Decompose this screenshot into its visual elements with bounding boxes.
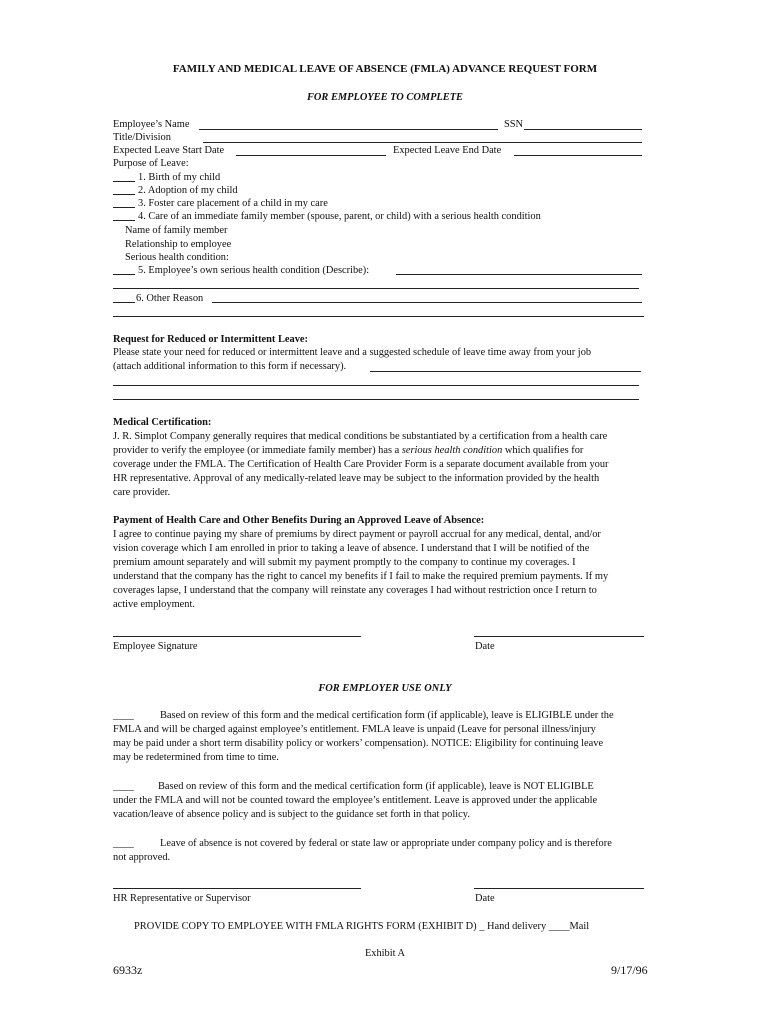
purpose-item-5: 5. Employee’s own serious health condition (Describe):: [138, 265, 370, 276]
hr-date-label: Date: [475, 893, 495, 904]
medical-text-2a: provider to verify the employee (or immediate family member) has a: [113, 445, 400, 456]
eligible-text-4: may be redetermined from time to time.: [113, 752, 279, 763]
payment-text-5: coverages lapse, I understand that the company will reinstate any coverages I had without restriction once I return to: [113, 585, 597, 596]
employee-date-label: Date: [475, 641, 495, 652]
serious-condition-label: Serious health condition:: [125, 252, 229, 263]
purpose-label: Purpose of Leave:: [113, 158, 189, 169]
payment-text-6: active employment.: [113, 599, 195, 610]
purpose-item-4: 4. Care of an immediate family member (spouse, parent, or child) with a serious health condition: [138, 211, 541, 222]
form-title: FAMILY AND MEDICAL LEAVE OF ABSENCE (FMLA) ADVANCE REQUEST FORM: [172, 63, 598, 75]
medical-text-2: [113, 444, 583, 457]
eligible-text-2: FMLA and will be charged against employee’s entitlement. FMLA leave is unpaid (Leave for personal illness/injury: [113, 724, 596, 735]
eligible-blank[interactable]: ____: [113, 710, 134, 721]
medical-text-4: HR representative. Approval of any medically-related leave may be subject to the information provided by the health: [113, 473, 600, 484]
not-eligible-blank[interactable]: ____: [113, 781, 134, 792]
start-date-field[interactable]: [236, 155, 386, 156]
family-member-name-label: Name of family member: [125, 225, 228, 236]
own-condition-field-2[interactable]: [113, 288, 639, 289]
purpose-item-3: 3. Foster care placement of a child in my care: [138, 198, 328, 209]
eligible-text-1: Based on review of this form and the medical certification form (if applicable), leave is ELIGIBLE under the: [160, 710, 614, 721]
reduced-leave-text-1: Please state your need for reduced or intermittent leave and a suggested schedule of leave time away from your job: [113, 347, 592, 358]
purpose-2-blank[interactable]: [113, 194, 135, 195]
not-covered-text-1: Leave of absence is not covered by federal or state law or appropriate under company policy and is therefore: [160, 838, 612, 849]
not-eligible-text-1: Based on review of this form and the medical certification form (if applicable), leave is NOT ELIGIBLE: [158, 781, 594, 792]
medical-text-2c: which qualifies for: [504, 445, 584, 456]
own-condition-field[interactable]: [396, 274, 642, 275]
medical-text-1: J. R. Simplot Company generally requires that medical conditions be substantiated by a certification from a health care: [113, 431, 608, 442]
payment-text-3: premium amount separately and will submit my payment promptly to the company to continue my coverages. I: [113, 557, 576, 568]
payment-text-4: understand that the company has the right to cancel my benefits if I fail to make the required premium payments. If my: [113, 571, 609, 582]
purpose-6-blank[interactable]: [113, 302, 135, 303]
other-reason-field-2[interactable]: [113, 316, 644, 317]
not-covered-blank[interactable]: ____: [113, 838, 134, 849]
purpose-item-2: 2. Adoption of my child: [138, 185, 238, 196]
purpose-5-blank[interactable]: [113, 274, 135, 275]
employee-signature-field[interactable]: [113, 636, 361, 637]
payment-text-1: I agree to continue paying my share of premiums by direct payment or payroll accrual for any medical, dental, and/or: [113, 529, 601, 540]
other-reason-field[interactable]: [212, 302, 642, 303]
employee-section-heading: FOR EMPLOYEE TO COMPLETE: [307, 92, 463, 103]
form-number: 6933z: [113, 963, 143, 977]
form-date: 9/17/96: [611, 963, 648, 977]
ssn-label: SSN: [504, 119, 524, 130]
reduced-leave-text-2: (attach additional information to this form if necessary).: [113, 361, 347, 372]
purpose-1-blank[interactable]: [113, 181, 135, 182]
medical-text-3: coverage under the FMLA. The Certification of Health Care Provider Form is a separate document available from your: [113, 459, 609, 470]
relationship-label: Relationship to employee: [125, 239, 232, 250]
provide-copy-instruction: PROVIDE COPY TO EMPLOYEE WITH FMLA RIGHTS FORM (EXHIBIT D) _ Hand delivery ____Mail: [134, 921, 590, 932]
reduced-leave-field-2[interactable]: [113, 385, 639, 386]
hr-signature-label: HR Representative or Supervisor: [113, 893, 251, 904]
ssn-field[interactable]: [524, 129, 642, 130]
employee-name-field[interactable]: [199, 129, 498, 130]
medical-certification-heading: Medical Certification:: [113, 417, 212, 428]
end-date-field[interactable]: [514, 155, 642, 156]
purpose-3-blank[interactable]: [113, 207, 135, 208]
purpose-4-blank[interactable]: [113, 220, 135, 221]
employee-name-label: Employee’s Name: [113, 119, 190, 130]
reduced-leave-field-3[interactable]: [113, 399, 639, 400]
end-date-label: Expected Leave End Date: [393, 145, 502, 156]
employer-section-heading: FOR EMPLOYER USE ONLY: [318, 683, 452, 694]
eligible-text-3: may be paid under a short term disability policy or workers’ compensation). NOTICE: Eligibility for continuing leave: [113, 738, 604, 749]
not-covered-text-2: not approved.: [113, 852, 171, 863]
exhibit-label: Exhibit A: [364, 948, 406, 959]
payment-heading: Payment of Health Care and Other Benefits During an Approved Leave of Absence:: [113, 515, 485, 526]
medical-text-5: care provider.: [113, 487, 171, 498]
title-division-field[interactable]: [203, 142, 642, 143]
employee-signature-label: Employee Signature: [113, 641, 198, 652]
not-eligible-text-3: vacation/leave of absence policy and is subject to the guidance set forth in that policy.: [113, 809, 470, 820]
hr-signature-field[interactable]: [113, 888, 361, 889]
payment-text-2: vision coverage which I am enrolled in prior to taking a leave of absence. I understand that I will be notified of the: [113, 543, 590, 554]
title-division-label: Title/Division: [113, 132, 171, 143]
medical-text-2b: serious health condition: [401, 445, 503, 456]
start-date-label: Expected Leave Start Date: [113, 145, 225, 156]
reduced-leave-heading: Request for Reduced or Intermittent Leave:: [113, 334, 308, 345]
reduced-leave-field[interactable]: [370, 371, 641, 372]
purpose-item-6: 6. Other Reason: [136, 293, 204, 304]
hr-date-field[interactable]: [474, 888, 644, 889]
employee-date-field[interactable]: [474, 636, 644, 637]
not-eligible-text-2: under the FMLA and will not be counted toward the employee’s entitlement. Leave is approved under the applicable: [113, 795, 598, 806]
purpose-item-1: 1. Birth of my child: [138, 172, 221, 183]
